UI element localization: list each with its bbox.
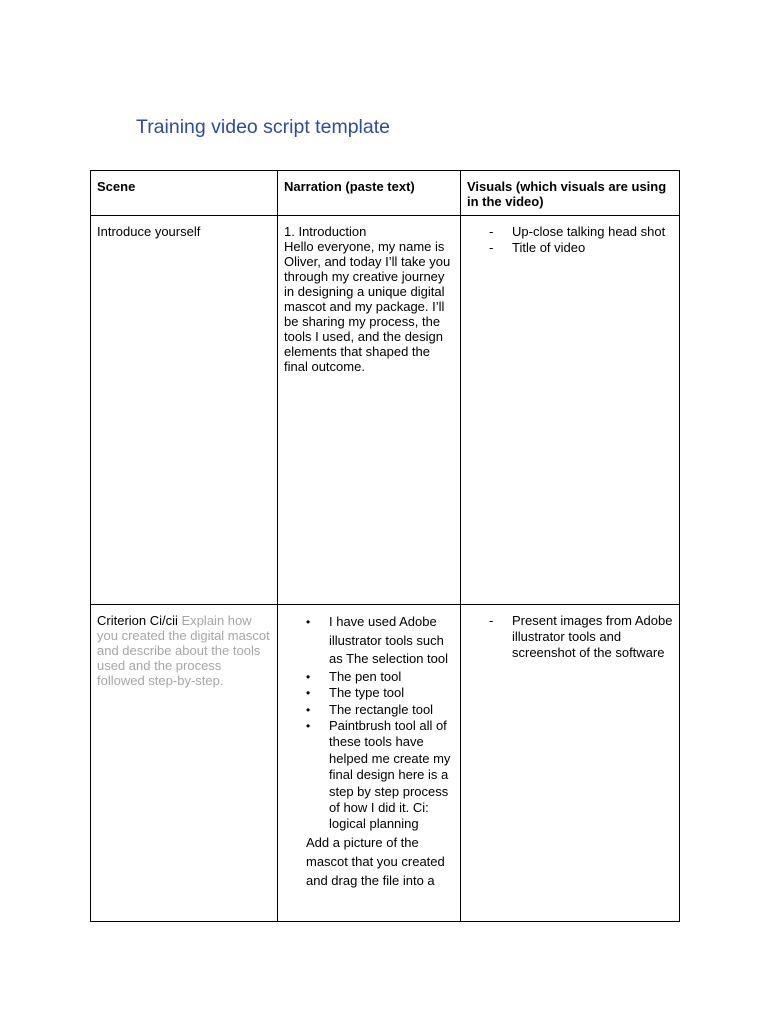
criterion-hint: Explain how you created the digital mascot and describe about the tools used and the process followed step-by-step.: [97, 613, 270, 688]
list-item: - Up-close talking head shot: [489, 224, 673, 240]
visuals-list: [467, 613, 673, 661]
scene-cell: [91, 216, 278, 605]
list-item: • The type tool: [306, 685, 454, 701]
list-item: • I have used Adobe illustrator tools such as The selection tool: [306, 613, 454, 669]
visuals-cell: [461, 605, 680, 922]
header-visuals: Visuals (which visuals are using in the video): [461, 171, 680, 216]
list-item: - Title of video: [489, 240, 673, 256]
scene-cell: [91, 605, 278, 922]
table-header-row: [91, 171, 680, 216]
script-table: [90, 170, 680, 922]
scene-text: Introduce yourself: [97, 224, 201, 239]
header-scene: Scene: [91, 171, 278, 216]
criterion-label: Criterion Ci/cii: [97, 613, 178, 628]
document-title: Training video script template: [136, 116, 390, 138]
narration-cell: [278, 605, 461, 922]
table-row: [91, 605, 680, 922]
narration-heading: 1. Introduction: [284, 224, 367, 239]
narration-text: Hello everyone, my name is Oliver, and today I’ll take you through my creative journey in designing a unique digital mascot and my package. I’ll be sharing my process, the tools I used, and the design elements that shaped the final outcome.: [284, 239, 451, 374]
visuals-cell: [461, 216, 680, 605]
header-narration: Narration (paste text): [278, 171, 461, 216]
narration-after-text: Add a picture of the mascot that you created and drag the file into a: [306, 834, 445, 888]
list-item: - Present images from Adobe illustrator tools and screenshot of the software: [489, 613, 673, 661]
list-item: • The rectangle tool: [306, 702, 454, 718]
visuals-list: [467, 224, 673, 256]
table-row: [91, 216, 680, 605]
tools-list: [284, 613, 454, 833]
list-item: • Paintbrush tool all of these tools have helped me create my final design here is a step by step process of how I did it. Ci: logical planning: [306, 718, 454, 833]
list-item: • The pen tool: [306, 669, 454, 685]
narration-cell: [278, 216, 461, 605]
